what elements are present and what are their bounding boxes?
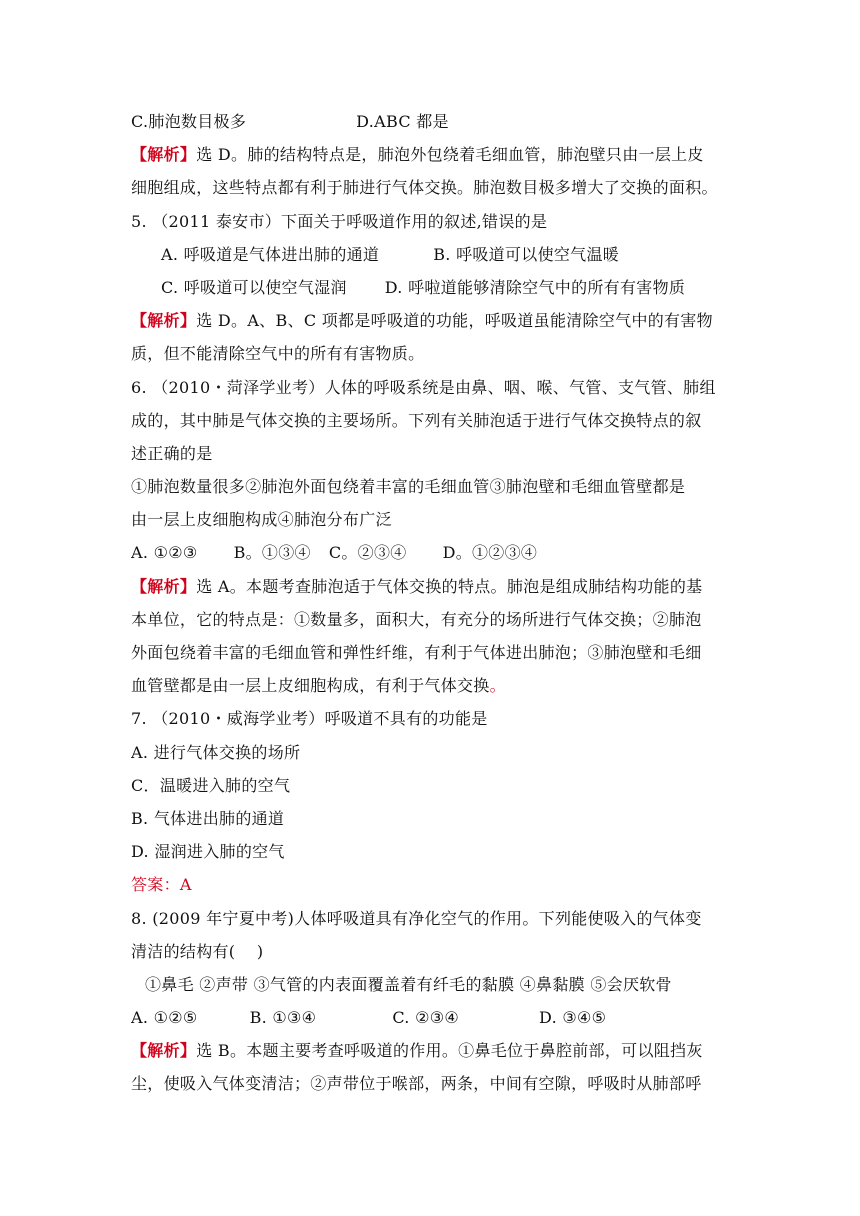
q6-analysis-line2: 本单位，它的特点是：①数量多，面积大，有充分的场所进行气体交换；②肺泡 [131,609,702,629]
q6-option-a: A. ①②③ [131,543,198,563]
q7-answer: 答案：A [131,875,192,895]
q6-analysis-line1 [131,570,731,603]
q6-stem-line2: 成的，其中肺是气体交换的主要场所。下列有关肺泡适于进行气体交换特点的叙 [131,410,702,430]
q6-option-b: B。①③④ [233,543,311,563]
q4-analysis-line2: 细胞组成，这些特点都有利于肺进行气体交换。肺泡数目极多增大了交换的面积。 [131,178,718,198]
q5-analysis-line1 [131,304,731,337]
q5-option-c: C. 呼吸道可以使空气湿润 [161,277,347,297]
q8-analysis-line1 [131,1034,731,1067]
analysis-tag: 【解析】 [131,576,197,596]
q8-stem-line1: 8. (2009 年宁夏中考)人体呼吸道具有净化空气的作用。下列能使吸入的气体变 [131,908,702,928]
q6-analysis-period: 。 [489,676,506,696]
q8-option-d: D. ③④⑤ [539,1008,607,1028]
q6-analysis-line3: 外面包绕着丰富的毛细血管和弹性纤维，有利于气体进出肺泡；③肺泡壁和毛细 [131,643,702,662]
q7-option-d: D. 湿润进入肺的空气 [131,842,285,862]
q6-analysis-text: 血管壁都是由一层上皮细胞构成，有利于气体交换 [131,676,490,696]
q5-option-a: A. 呼吸道是气体进出肺的通道 [161,244,380,264]
question-content [131,105,731,1101]
q4-options-line [131,105,731,138]
q8-option-b: B. ①③④ [249,1008,317,1028]
q5-option-b: B. 呼吸道可以使空气温暖 [433,244,620,264]
q6-options [131,536,731,569]
q8-items: ①鼻毛 ②声带 ③气管的内表面覆盖着有纤毛的黏膜 ④鼻黏膜 ⑤会厌软骨 [145,974,672,994]
analysis-tag: 【解析】 [131,1041,197,1061]
q7-stem: 7. （2010・威海学业考）呼吸道不具有的功能是 [131,709,488,729]
q4-analysis-line1 [131,138,731,171]
q6-option-c: C。②③④ [328,543,407,563]
q6-statements-line1: ①肺泡数量很多②肺泡外面包绕着丰富的毛细血管③肺泡壁和毛细血管壁都是 [131,477,686,497]
q7-option-c: C．温暖进入肺的空气 [131,775,291,795]
q8-option-a: A. ①②⑤ [131,1008,198,1028]
q8-stem-line2: 清洁的结构有( ) [131,941,264,961]
q6-stem-line3: 述正确的是 [131,443,213,463]
q5-option-d: D. 呼啦道能够清除空气中的所有有害物质 [384,277,686,297]
q8-options [131,1001,731,1034]
q7-option-b: B. 气体进出肺的通道 [131,808,285,828]
q6-analysis-text: 选 A。本题考查肺泡适于气体交换的特点。肺泡是组成肺结构功能的基 [196,576,703,596]
q4-analysis-text: 选 D。肺的结构特点是，肺泡外包绕着毛细血管，肺泡壁只由一层上皮 [196,145,704,165]
analysis-tag: 【解析】 [131,311,197,331]
q6-statements-line2: 由一层上皮细胞构成④肺泡分布广泛 [131,510,392,530]
q8-analysis-text: 选 B。本题主要考查呼吸道的作用。①鼻毛位于鼻腔前部，可以阻挡灰 [196,1041,703,1061]
q5-stem: 5. （2011 泰安市）下面关于呼吸道作用的叙述,错误的是 [131,211,548,231]
q8-analysis-line2: 尘，使吸入气体变清洁；②声带位于喉部，两条，中间有空隙，呼吸时从肺部呼 [131,1074,702,1094]
analysis-tag: 【解析】 [131,145,197,165]
q4-option-d: D.ABC 都是 [356,112,449,131]
q6-analysis-line4 [131,669,731,702]
q5-options-cd [131,271,731,304]
q5-options-ab [131,238,731,271]
q8-option-c: C. ②③④ [392,1008,460,1028]
q6-option-d: D。①②③④ [442,543,538,563]
q6-stem-line1: 6. （2010・菏泽学业考）人体的呼吸系统是由鼻、咽、喉、气管、支气管、肺组 [131,377,716,397]
q5-analysis-line2: 质，但不能清除空气中的所有有害物质。 [131,344,425,364]
q7-option-a: A. 进行气体交换的场所 [131,742,301,762]
q4-option-c: C.肺泡数目极多 [131,112,247,131]
q5-analysis-text: 选 D。A、B、C 项都是呼吸道的功能，呼吸道虽能清除空气中的有害物 [196,311,713,331]
